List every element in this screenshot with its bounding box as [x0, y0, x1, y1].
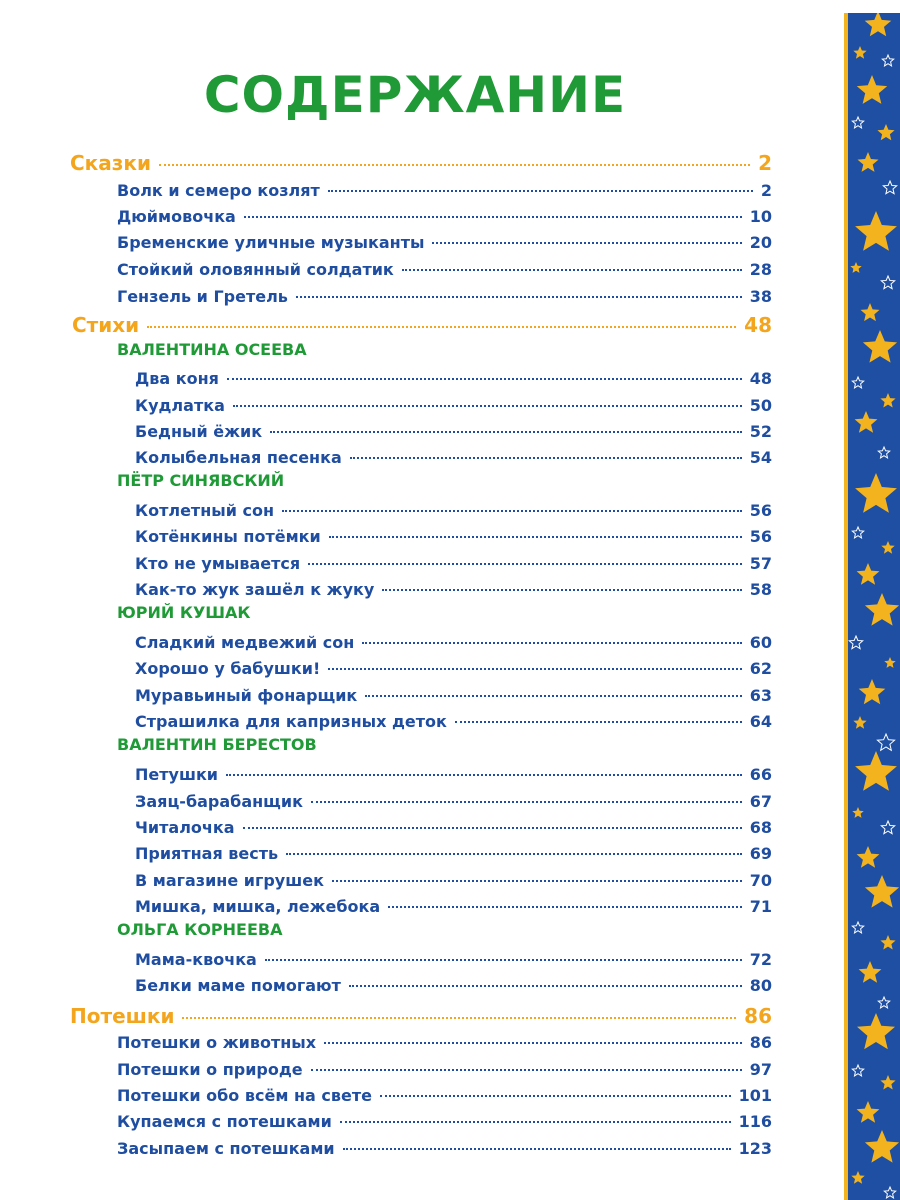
page-number: 86	[744, 1004, 772, 1028]
page-number: 97	[749, 1060, 772, 1079]
dot-leader	[159, 144, 750, 166]
entry-title: Читалочка	[135, 818, 235, 837]
entry-title: Как-то жук зашёл к жуку	[135, 580, 375, 599]
dot-leader	[226, 758, 742, 776]
toc-entry[interactable]	[135, 868, 772, 890]
star-icon	[877, 124, 894, 140]
entry-title: Приятная весть	[135, 844, 279, 863]
entry-title: Кто не умывается	[135, 554, 301, 573]
star-icon	[855, 411, 878, 433]
dot-leader	[328, 174, 753, 192]
page-number: 20	[749, 233, 772, 252]
entry-title: Колыбельная песенка	[135, 448, 342, 467]
star-icon	[865, 875, 899, 908]
page-number: 2	[758, 151, 772, 175]
entry-title: Потешки о природе	[117, 1060, 303, 1079]
toc-entry[interactable]	[135, 683, 772, 705]
page-number: 2	[760, 181, 772, 200]
dot-leader	[265, 943, 742, 961]
dot-leader	[365, 679, 741, 697]
entry-title: Страшилка для капризных деток	[135, 712, 447, 731]
star-icon	[849, 636, 862, 649]
toc-entry[interactable]	[117, 1083, 772, 1105]
toc-entry[interactable]	[117, 204, 772, 226]
entry-title: Мама-квочка	[135, 950, 257, 969]
toc-entry[interactable]	[117, 1136, 772, 1158]
toc-entry[interactable]	[117, 257, 772, 279]
toc-entry[interactable]	[117, 1057, 772, 1079]
star-icon	[880, 935, 895, 950]
star-icon	[852, 377, 863, 388]
star-icon	[855, 751, 897, 791]
dot-leader	[349, 969, 742, 987]
dot-leader	[382, 573, 741, 591]
entry-title: Бременские уличные музыканты	[117, 233, 425, 252]
page-number: 52	[749, 422, 772, 441]
dot-leader	[270, 415, 742, 433]
entry-title: В магазине игрушек	[135, 871, 324, 890]
star-icon	[878, 447, 889, 458]
star-icon	[877, 734, 894, 750]
star-icon	[857, 75, 887, 104]
star-icon	[852, 922, 863, 933]
section-title: Сказки	[70, 151, 151, 175]
page-number: 50	[749, 396, 772, 415]
dot-leader	[388, 890, 742, 908]
dot-leader	[324, 1026, 742, 1044]
dot-leader	[296, 280, 742, 298]
page-number: 67	[749, 792, 772, 811]
dot-leader	[282, 494, 742, 512]
section-skazki[interactable]	[70, 148, 772, 175]
author-heading: ВАЛЕНТИН БЕРЕСТОВ	[117, 735, 317, 754]
dot-leader	[182, 997, 736, 1019]
entry-title: Купаемся с потешками	[117, 1112, 332, 1131]
page-number: 48	[744, 313, 772, 337]
star-icon	[852, 527, 863, 538]
dot-leader	[311, 785, 742, 803]
page-number: 48	[749, 369, 772, 388]
dot-leader	[340, 1105, 731, 1123]
star-icon	[859, 961, 882, 983]
toc-entry[interactable]	[135, 789, 772, 811]
entry-title: Котлетный сон	[135, 501, 275, 520]
dot-leader	[343, 1132, 731, 1150]
page-number: 63	[749, 686, 772, 705]
star-icon	[880, 393, 895, 408]
star-icon	[880, 1075, 895, 1090]
page-number: 71	[749, 897, 772, 916]
page-number: 68	[749, 818, 772, 837]
section-poteshki[interactable]	[70, 1001, 772, 1028]
entry-title: Потешки обо всём на свете	[117, 1086, 372, 1105]
toc-entry[interactable]	[135, 947, 772, 969]
star-icon	[878, 997, 889, 1008]
star-icon	[858, 152, 879, 172]
page-number: 10	[749, 207, 772, 226]
star-icon	[883, 181, 896, 194]
star-icon	[853, 716, 866, 729]
section-title: Потешки	[70, 1004, 175, 1028]
star-icon	[857, 1013, 895, 1049]
star-icon	[863, 330, 897, 363]
dot-leader	[233, 389, 742, 407]
dot-leader	[311, 1053, 742, 1071]
entry-title: Петушки	[135, 765, 219, 784]
star-icon	[852, 117, 863, 128]
page-number: 123	[738, 1139, 772, 1158]
section-stikhi[interactable]	[72, 310, 772, 337]
page-number: 69	[749, 844, 772, 863]
toc-entry[interactable]	[135, 841, 772, 863]
toc-entry[interactable]	[117, 178, 772, 200]
author-heading: ПЁТР СИНЯВСКИЙ	[117, 471, 285, 490]
entry-title: Бедный ёжик	[135, 422, 263, 441]
dot-leader	[455, 705, 742, 723]
star-icon	[859, 679, 886, 704]
toc-entry[interactable]	[135, 524, 772, 546]
page-number: 101	[738, 1086, 772, 1105]
toc-entry[interactable]	[135, 815, 772, 837]
page-number: 62	[749, 659, 772, 678]
author-heading: ЮРИЙ КУШАК	[117, 603, 251, 622]
entry-title: Волк и семеро козлят	[117, 181, 320, 200]
dot-leader	[380, 1079, 731, 1097]
page-number: 80	[749, 976, 772, 995]
star-icon	[881, 821, 894, 834]
entry-title: Белки маме помогают	[135, 976, 341, 995]
entry-title: Мишка, мишка, лежебока	[135, 897, 381, 916]
entry-title: Стойкий оловянный солдатик	[117, 260, 394, 279]
star-icon	[853, 46, 866, 59]
toc-entry[interactable]	[135, 630, 772, 652]
star-icon	[865, 13, 892, 36]
star-icon	[850, 262, 861, 273]
page-number: 70	[749, 871, 772, 890]
toc-entry[interactable]	[135, 445, 772, 467]
toc-entry[interactable]	[135, 656, 772, 678]
star-icon	[881, 276, 894, 289]
page-number: 54	[749, 448, 772, 467]
dot-leader	[402, 253, 742, 271]
dot-leader	[286, 837, 742, 855]
dot-leader	[243, 811, 742, 829]
star-icon	[882, 55, 893, 66]
page-number: 86	[749, 1033, 772, 1052]
toc-entry[interactable]	[135, 762, 772, 784]
page-number: 66	[749, 765, 772, 784]
star-icon	[855, 473, 897, 513]
toc-entry[interactable]	[117, 1109, 772, 1131]
star-icon	[881, 541, 894, 554]
toc-entry[interactable]	[135, 393, 772, 415]
page-number: 56	[749, 527, 772, 546]
entry-title: Дюймовочка	[117, 207, 236, 226]
page-number: 60	[749, 633, 772, 652]
toc-entry[interactable]	[135, 577, 772, 599]
star-icon	[861, 303, 880, 321]
page-number: 72	[749, 950, 772, 969]
page-number: 28	[749, 260, 772, 279]
toc-entry[interactable]	[135, 366, 772, 388]
entry-title: Засыпаем с потешками	[117, 1139, 335, 1158]
star-pattern	[848, 13, 900, 1200]
toc-entry[interactable]	[117, 1030, 772, 1052]
dot-leader	[362, 626, 741, 644]
dot-leader	[329, 520, 742, 538]
page-number: 58	[749, 580, 772, 599]
page-number: 56	[749, 501, 772, 520]
page-number: 57	[749, 554, 772, 573]
toc-entry[interactable]	[135, 709, 772, 731]
entry-title: Хорошо у бабушки!	[135, 659, 321, 678]
toc-entry[interactable]	[135, 973, 772, 995]
entry-title: Заяц-барабанщик	[135, 792, 303, 811]
page-number: 116	[738, 1112, 772, 1131]
section-title: Стихи	[72, 313, 140, 337]
page-number: 38	[749, 287, 772, 306]
dot-leader	[328, 652, 741, 670]
entry-title: Два коня	[135, 369, 219, 388]
star-icon	[857, 1101, 880, 1123]
entry-title: Муравьиный фонарщик	[135, 686, 358, 705]
dot-leader	[244, 200, 742, 218]
star-icon	[851, 1171, 864, 1184]
star-icon	[884, 657, 895, 668]
entry-title: Котёнкины потёмки	[135, 527, 321, 546]
toc-entry[interactable]	[135, 498, 772, 520]
page-number: 64	[749, 712, 772, 731]
dot-leader	[432, 226, 741, 244]
star-icon	[857, 846, 880, 868]
star-icon	[884, 1187, 895, 1198]
author-heading: ОЛЬГА КОРНЕЕВА	[117, 920, 283, 939]
star-icon	[865, 1130, 899, 1163]
star-icon	[852, 807, 863, 818]
dot-leader	[147, 306, 736, 328]
dot-leader	[308, 547, 742, 565]
entry-title: Сладкий медвежий сон	[135, 633, 355, 652]
star-icon	[855, 211, 897, 251]
star-icon	[857, 563, 880, 585]
star-border-decoration	[844, 13, 900, 1200]
dot-leader	[332, 864, 742, 882]
star-icon	[865, 593, 899, 626]
toc-entry[interactable]	[135, 551, 772, 573]
page-title: СОДЕРЖАНИЕ	[203, 66, 627, 124]
dot-leader	[350, 441, 742, 459]
toc-entry[interactable]	[135, 894, 772, 916]
star-icon	[852, 1065, 863, 1076]
entry-title: Кудлатка	[135, 396, 225, 415]
toc-entry[interactable]	[117, 284, 772, 306]
toc-entry[interactable]	[135, 419, 772, 441]
entry-title: Гензель и Гретель	[117, 287, 288, 306]
toc-entry[interactable]	[117, 230, 772, 252]
author-heading: ВАЛЕНТИНА ОСЕЕВА	[117, 340, 307, 359]
entry-title: Потешки о животных	[117, 1033, 317, 1052]
dot-leader	[227, 362, 742, 380]
